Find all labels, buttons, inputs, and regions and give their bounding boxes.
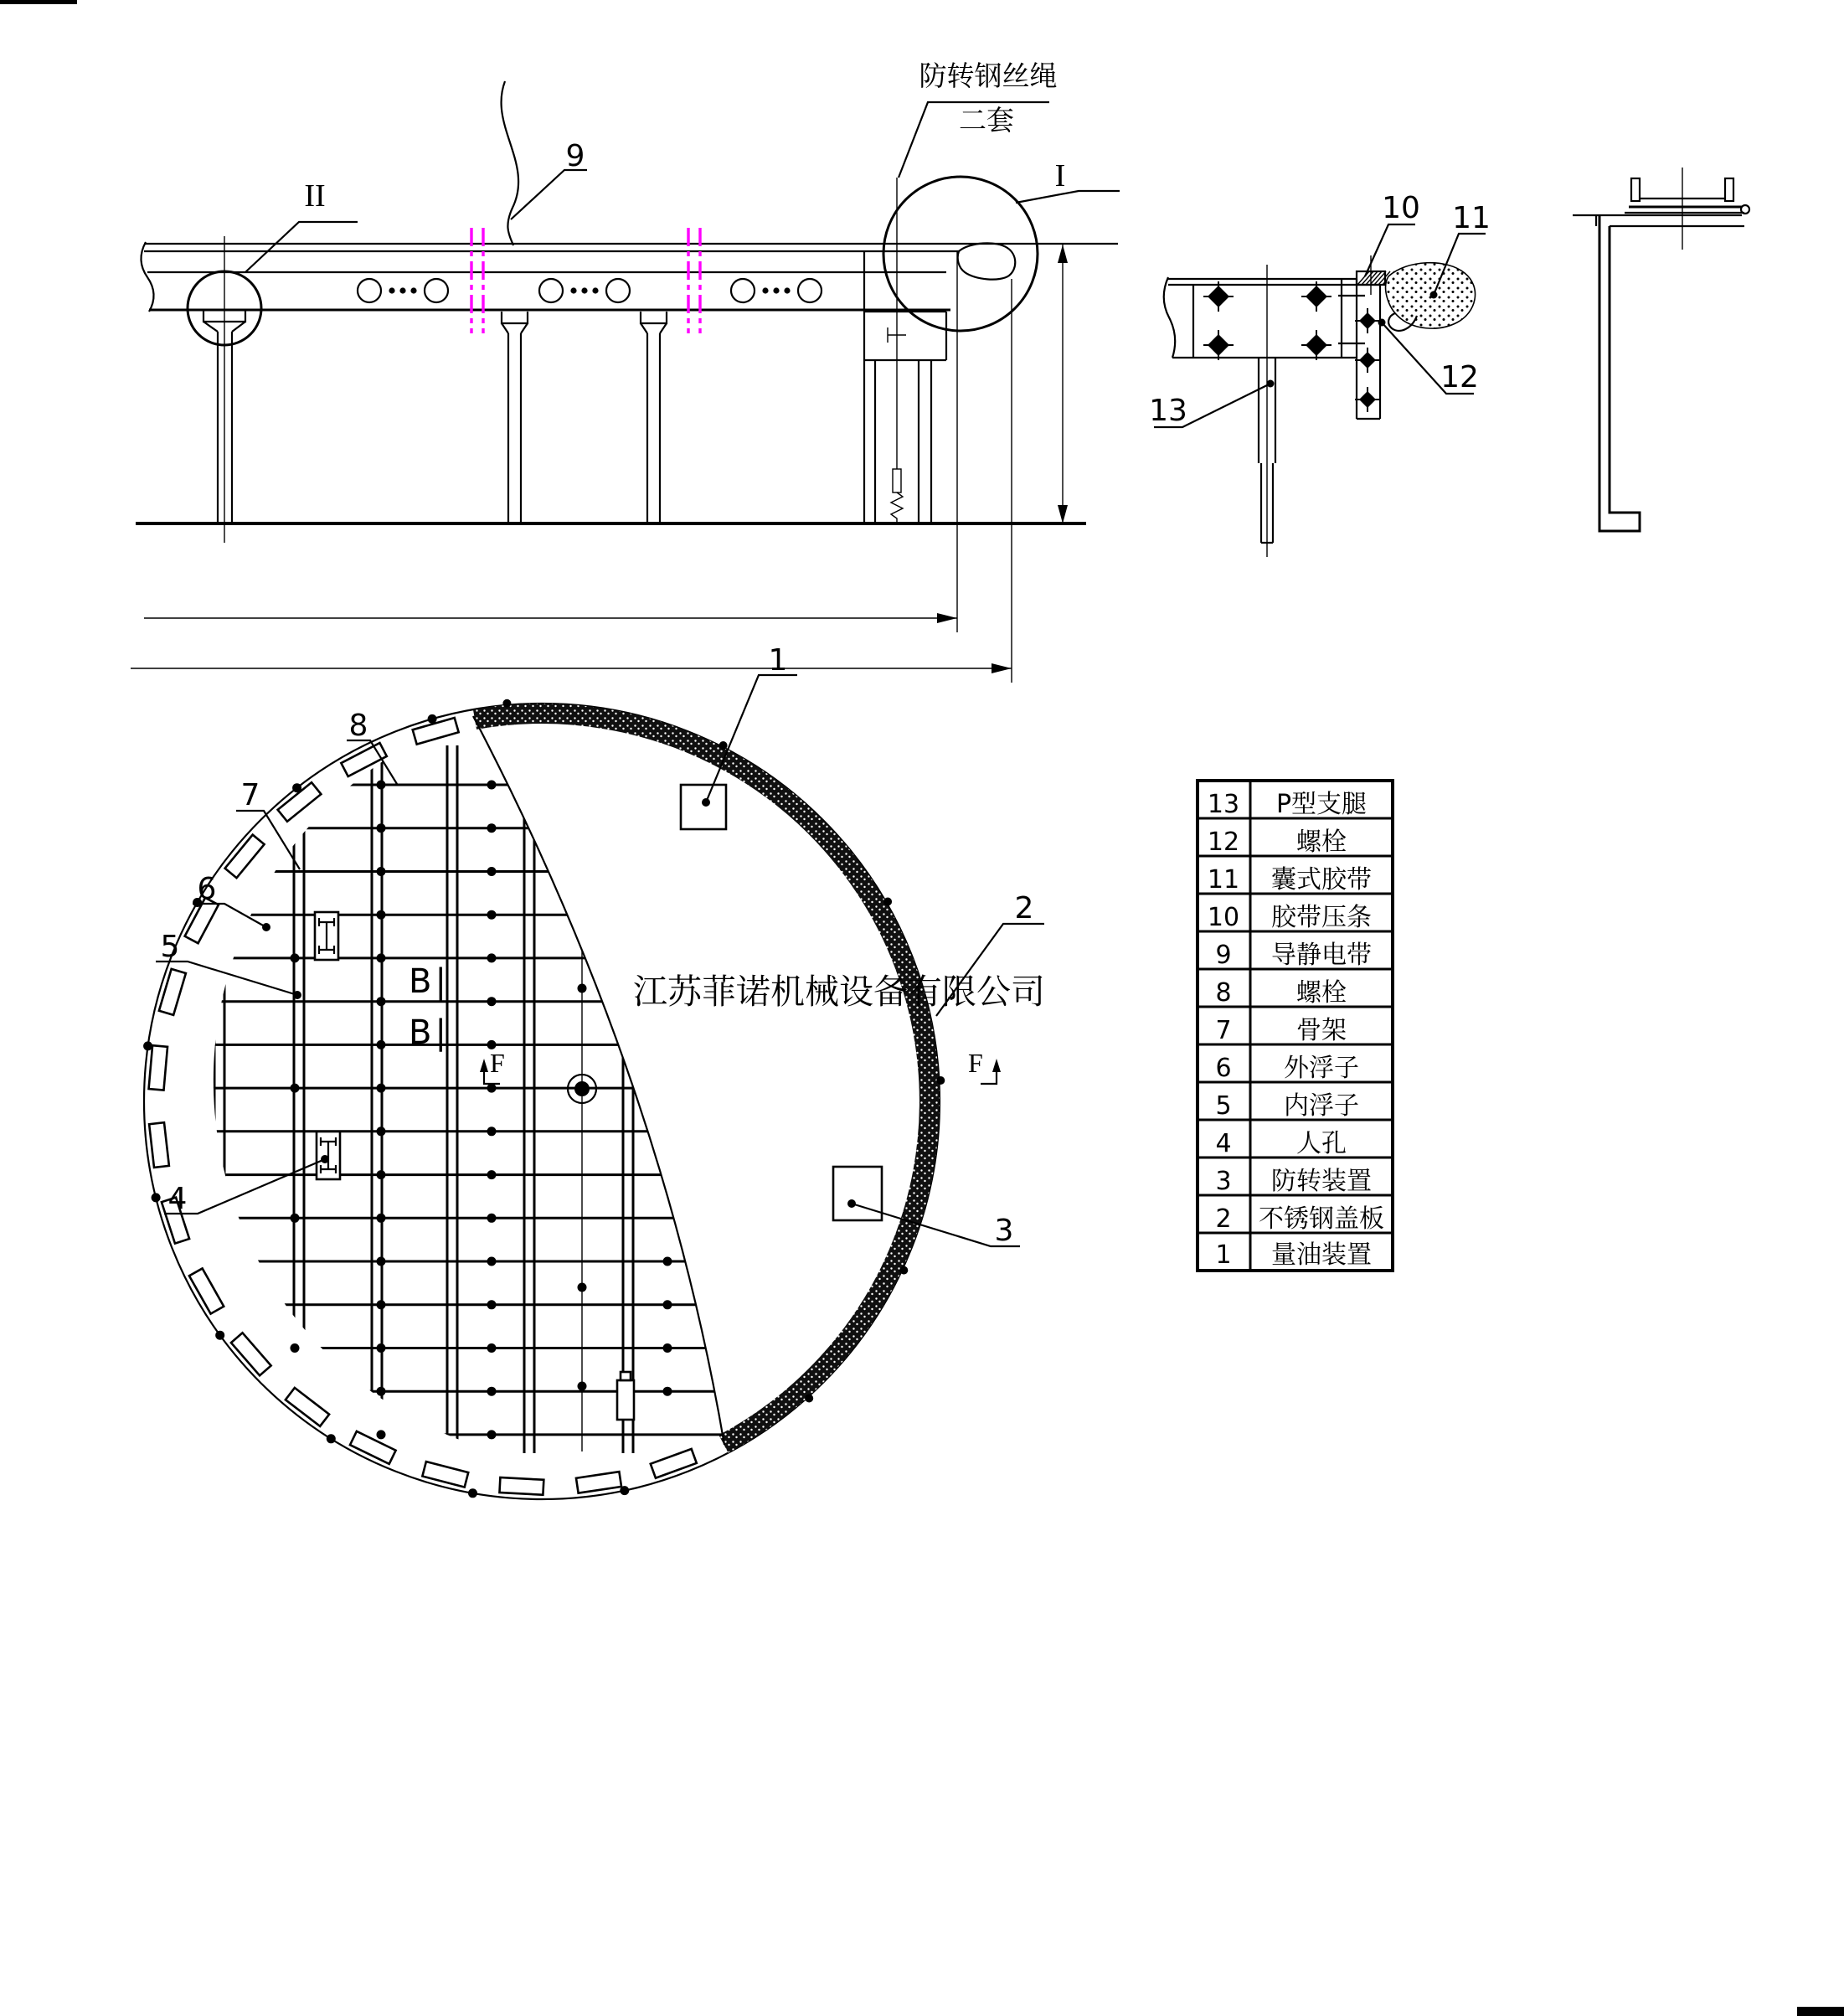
part-name: 人孔: [1296, 1129, 1347, 1158]
part-name: 内浮子: [1284, 1091, 1359, 1121]
part-no: 6: [1215, 1054, 1232, 1083]
section-mark-f-left: [480, 1048, 505, 1084]
svg-text:I: I: [1054, 158, 1066, 193]
part-name: 胶带压条: [1271, 903, 1372, 932]
part-no: 5: [1215, 1091, 1232, 1121]
part-name: 骨架: [1296, 1016, 1347, 1045]
svg-text:1: 1: [768, 643, 788, 678]
svg-text:F: F: [490, 1048, 505, 1078]
part-name: 囊式胶带: [1271, 865, 1372, 895]
svg-text:防转钢丝绳: 防转钢丝绳: [919, 59, 1058, 92]
part-no: 11: [1207, 865, 1240, 895]
svg-text:4: 4: [167, 1182, 188, 1216]
callout-i: [1016, 158, 1120, 203]
part-no: 7: [1215, 1016, 1232, 1045]
beam-mark-lower: B|: [409, 1013, 450, 1052]
svg-text:5: 5: [160, 930, 180, 964]
svg-text:9: 9: [565, 139, 585, 173]
svg-text:2: 2: [1014, 891, 1034, 926]
part-no: 3: [1215, 1167, 1232, 1196]
guide-cap: [1625, 168, 1749, 250]
manhole-lower: [317, 1132, 340, 1179]
svg-text:3: 3: [994, 1214, 1014, 1248]
plan-view: [143, 643, 1045, 1499]
beam-mark-upper: B|: [409, 962, 450, 1001]
part-no: 9: [1215, 941, 1232, 970]
part-name: 螺栓: [1296, 828, 1347, 857]
anti-rotation-box: [833, 1167, 882, 1220]
svg-text:II: II: [304, 178, 326, 214]
part-no: 4: [1215, 1129, 1232, 1158]
svg-text:二套: 二套: [959, 104, 1014, 137]
dimension-horizontal: [131, 613, 1012, 673]
callout-9: [511, 139, 587, 219]
svg-text:13: 13: [1149, 394, 1187, 428]
section-mark-f-right: [968, 1048, 1001, 1084]
parts-table: [1198, 781, 1393, 1271]
vent-holes: [358, 279, 822, 302]
part-no: 8: [1215, 978, 1232, 1008]
bolt-symbols: [1203, 281, 1380, 412]
detail-view-i: [1149, 191, 1491, 557]
support-leg-left: [203, 236, 245, 543]
part-name: P型支腿: [1275, 790, 1368, 819]
callout-ii: [245, 178, 358, 272]
part-name: 不锈钢盖板: [1259, 1204, 1384, 1234]
svg-text:6: 6: [197, 872, 217, 906]
svg-text:F: F: [968, 1048, 983, 1078]
part-name: 螺栓: [1296, 978, 1347, 1008]
outer-float-segments: [149, 718, 697, 1495]
static-belt-curve: [502, 81, 519, 245]
scan-mark-bottom-right: [1797, 2007, 1844, 2016]
elevation-view: [131, 59, 1120, 683]
detail-circle-i: [883, 177, 1038, 331]
svg-text:7: 7: [240, 778, 260, 812]
svg-text:11: 11: [1452, 201, 1491, 235]
svg-text:10: 10: [1382, 191, 1420, 225]
callout-10: [1365, 191, 1420, 276]
part-name: 外浮子: [1284, 1054, 1359, 1083]
weld-dots: [291, 781, 672, 1440]
detail-view-channel: [1573, 168, 1749, 531]
dimension-vertical: [1058, 245, 1068, 523]
part-name: 量油装置: [1271, 1240, 1372, 1270]
gauge-well: [617, 1372, 634, 1420]
scan-mark-top-left: [0, 0, 77, 4]
part-no: 1: [1215, 1240, 1232, 1270]
part-name: 导静电带: [1271, 941, 1372, 970]
svg-text:8: 8: [348, 709, 368, 743]
part-no: 13: [1207, 790, 1240, 819]
company-watermark: 江苏菲诺机械设备有限公司: [633, 972, 1045, 1012]
part-no: 12: [1207, 828, 1240, 857]
callout-13: [1149, 380, 1274, 429]
manhole-upper: [315, 912, 338, 960]
oil-gauge-box: [681, 785, 726, 829]
part-name: 防转装置: [1271, 1167, 1372, 1196]
svg-text:12: 12: [1440, 360, 1479, 394]
parts-table-rows: [1208, 790, 1384, 1270]
support-leg-middle: [502, 312, 667, 523]
part-no: 2: [1215, 1204, 1232, 1234]
rope-note: [899, 59, 1058, 178]
part-no: 10: [1207, 903, 1240, 932]
rim-seal-assembly: [864, 178, 1015, 683]
